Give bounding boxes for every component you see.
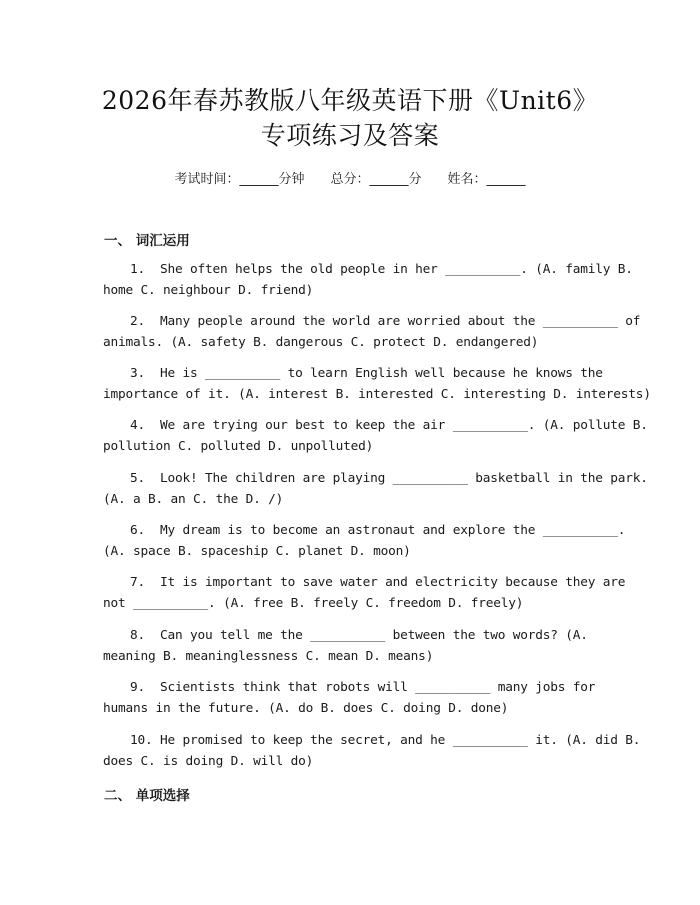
question-line: 3. He is __________ to learn English well because he knows the [130,366,603,381]
question-line: 8. Can you tell me the __________ between the two words? (A. [130,628,588,643]
total-score-field: 总分：______分 [330,172,422,187]
question-item [103,363,651,405]
question-item [103,572,626,614]
question-line: not __________. (A. free B. freely C. freedom D. freely) [103,596,524,611]
question-line: home C. neighbour D. friend) [103,283,314,298]
question-line: 9. Scientists think that robots will __________ many jobs for [130,680,596,695]
question-item [103,625,603,667]
question-item [103,520,626,562]
name-field: 姓名：______ [447,172,526,187]
section-heading-multiple-choice: 二、 单项选择 [104,788,190,804]
exam-info-line [0,168,700,187]
question-item [103,730,641,772]
question-line: importance of it. (A. interest B. interested C. interesting D. interests) [103,387,651,402]
document-subtitle: 专项练习及答案 [260,121,440,150]
question-item [103,259,633,301]
question-line: does C. is doing D. will do) [103,754,314,769]
question-line: 1. She often helps the old people in her __________. (A. family B. [130,262,633,277]
question-line: 7. It is important to save water and electricity because they are [130,575,626,590]
question-line: 5. Look! The children are playing __________ basketball in the park. [130,471,648,486]
question-item [103,415,648,457]
section-heading-vocabulary: 一、 词汇运用 [104,233,190,249]
question-line: animals. (A. safety B. dangerous C. protect D. endangered) [103,335,539,350]
question-item [103,468,648,510]
exam-time-field: 考试时间：______分钟 [174,172,305,187]
question-line: (A. space B. spaceship C. planet D. moon) [103,544,411,559]
question-line: 4. We are trying our best to keep the air __________. (A. pollute B. [130,418,648,433]
question-line: 10. He promised to keep the secret, and he __________ it. (A. did B. [130,733,641,748]
question-line: humans in the future. (A. do B. does C. doing D. done) [103,701,509,716]
question-item [103,311,641,353]
question-item [103,677,603,719]
question-line: pollution C. polluted D. unpolluted) [103,439,374,454]
document-title: 2026年春苏教版八年级英语下册《Unit6》 [101,86,599,115]
question-line: (A. a B. an C. the D. /) [103,492,284,507]
question-line: 6. My dream is to become an astronaut and explore the __________. [130,523,626,538]
question-line: meaning B. meaninglessness C. mean D. means) [103,649,434,664]
question-line: 2. Many people around the world are worried about the __________ of [130,314,641,329]
